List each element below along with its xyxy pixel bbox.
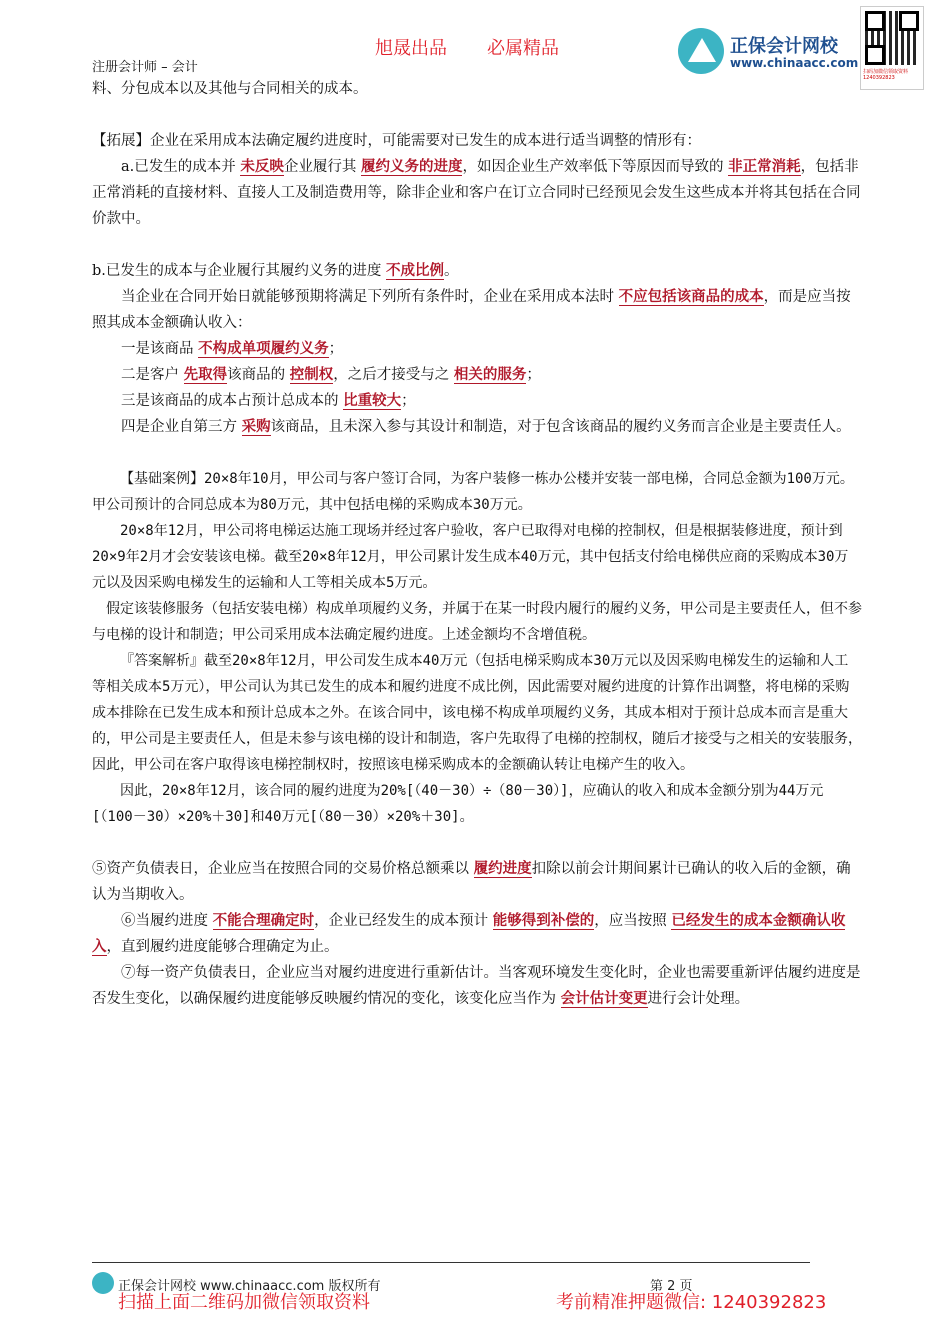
header-promo-left: 旭晟出品	[375, 38, 447, 59]
highlight: 未反映	[240, 158, 284, 175]
highlight: 已经发生的成本金额确认收入	[92, 912, 846, 955]
footer-logo-icon	[92, 1272, 114, 1294]
highlight: 不能合理确定时	[212, 912, 315, 929]
document-body	[92, 76, 862, 1012]
header-promo-right: 必属精品	[487, 38, 559, 59]
conditions-intro: 当企业在合同开始日就能够预期将满足下列所有条件时，企业在采用成本法时 不应包括该商品的成本，而是应当按照其成本金额确认收入：	[92, 288, 851, 331]
logo-url: www.chinaacc.com	[730, 56, 859, 70]
case-paragraph: 假定该装修服务（包括安装电梯）构成单项履约义务，并属于在某一时段内履行的履约义务，甲公司是主要责任人，但不参与电梯的设计和制造；甲公司采用成本法确定履约进度。上述金额均不含增值税。	[92, 601, 862, 643]
highlight: 履约进度	[473, 860, 532, 877]
qr-finder-icon	[865, 11, 885, 31]
rule-7: ⑦每一资产负债表日，企业应当对履约进度进行重新估计。当客观环境发生变化时，企业也需要重新评估履约进度是否发生变化，以确保履约进度能够反映履约情况的变化，该变化应当作为 会计估计变更进行会计处理。	[92, 965, 861, 1007]
qr-finder-icon	[899, 11, 919, 31]
case-paragraph: 20×8年12月，甲公司将电梯运达施工现场并经过客户验收，客户已取得对电梯的控制权，但是根据装修进度，预计到20×9年2月才会安装该电梯。截至20×8年12月，甲公司累计发生成本40万元，其中包括支付给电梯供应商的采购成本30万元以及因采购电梯发生的运输和人工等相关成本5万元。	[92, 523, 849, 591]
item-a: a.已发生的成本并 未反映企业履行其 履约义务的进度，如因企业生产效率低下等原因而导致的 非正常消耗，包括非正常消耗的直接材料、直接人工及制造费用等，除非企业和客户在订立合同时已经预见会发生这些成本并将其包括在合同价款中。	[92, 158, 861, 227]
footer-copyright: 正保会计网校 www.chinaacc.com 版权所有	[118, 1279, 381, 1294]
highlight: 采购	[241, 418, 271, 435]
footer-divider	[92, 1262, 810, 1263]
highlight: 先取得	[183, 366, 228, 383]
condition-3: 三是该商品的成本占预计总成本的 比重较大；	[121, 392, 416, 409]
logo-name: 正保会计网校	[730, 36, 838, 57]
qr-caption: 扫码加微信领取资料 1240392823	[863, 69, 909, 81]
condition-4: 四是企业自第三方 采购该商品，且未深入参与其设计和制造，对于包含该商品的履约义务而言企业是主要责任人。	[121, 418, 851, 435]
case-conclusion: 因此，20×8年12月，该合同的履约进度为20%[（40－30）÷（80－30）]，应确认的收入和成本金额分别为44万元[（100－30）×20%＋30]和40万元[（80－30）×20%＋30]。	[92, 783, 824, 825]
document-subject: 注册会计师 – 会计	[92, 60, 198, 75]
condition-2: 二是客户 先取得该商品的 控制权，之后才接受与之 相关的服务；	[121, 366, 541, 383]
rule-6: ⑥当履约进度 不能合理确定时，企业已经发生的成本预计 能够得到补偿的，应当按照 已经发生的成本金额确认收入，直到履约进度能够合理确定为止。	[92, 912, 846, 955]
rule-5: ⑤资产负债表日，企业应当在按照合同的交易价格总额乘以 履约进度扣除以前会计期间累计已确认的收入后的金额，确认为当期收入。	[92, 860, 851, 903]
highlight: 能够得到补偿的	[492, 912, 595, 929]
highlight: 相关的服务	[453, 366, 527, 383]
highlight: 控制权	[289, 366, 334, 383]
case-paragraph: 【基础案例】20×8年10月，甲公司与客户签订合同，为客户装修一栋办公楼并安装一部电梯，合同总金额为100万元。甲公司预计的合同总成本为80万元，其中包括电梯的采购成本30万元。	[92, 471, 854, 513]
highlight: 非正常消耗	[728, 158, 801, 175]
highlight: 不应包括该商品的成本	[618, 288, 764, 305]
brand-logo	[678, 28, 858, 78]
qr-finder-icon	[865, 45, 885, 65]
extension-title: 【拓展】企业在采用成本法确定履约进度时，可能需要对已发生的成本进行适当调整的情形有：	[92, 133, 701, 149]
qr-code	[860, 6, 924, 90]
highlight: 履约义务的进度	[360, 158, 463, 175]
case-analysis: 『答案解析』截至20×8年12月，甲公司发生成本40万元（包括电梯采购成本30万元以及因采购电梯发生的运输和人工等相关成本5万元），甲公司认为其已发生的成本和履约进度不成比例，因此需要对履约进度的计算作出调整，将电梯的采购成本排除在已发生成本和预计总成本之外。在该合同中，该电梯不构成单项履约义务，其成本相对于预计总成本而言是重大的，甲公司是主要责任人，但是未参与该电梯的设计和制造，客户先取得了电梯的控制权，随后才接受与之相关的安装服务，因此，甲公司在客户取得该电梯控制权时，按照该电梯采购成本的金额确认转让电梯产生的收入。	[92, 653, 862, 773]
header-promo	[375, 34, 615, 60]
item-b: b.已发生的成本与企业履行其履约义务的进度 不成比例。	[92, 262, 459, 279]
footer-promo-right: 考前精准押题微信: 1240392823	[556, 1292, 827, 1313]
footer-promo-left: 扫描上面二维码加微信领取资料	[118, 1292, 370, 1313]
paragraph: 料、分包成本以及其他与合同相关的成本。	[92, 81, 368, 97]
highlight: 会计估计变更	[560, 990, 648, 1007]
highlight: 不构成单项履约义务	[198, 340, 329, 357]
logo-badge-icon	[678, 28, 724, 74]
highlight: 不成比例	[386, 262, 444, 279]
highlight: 比重较大	[343, 392, 402, 409]
page-number: 第 2 页	[650, 1279, 693, 1294]
condition-1: 一是该商品 不构成单项履约义务；	[121, 340, 344, 357]
